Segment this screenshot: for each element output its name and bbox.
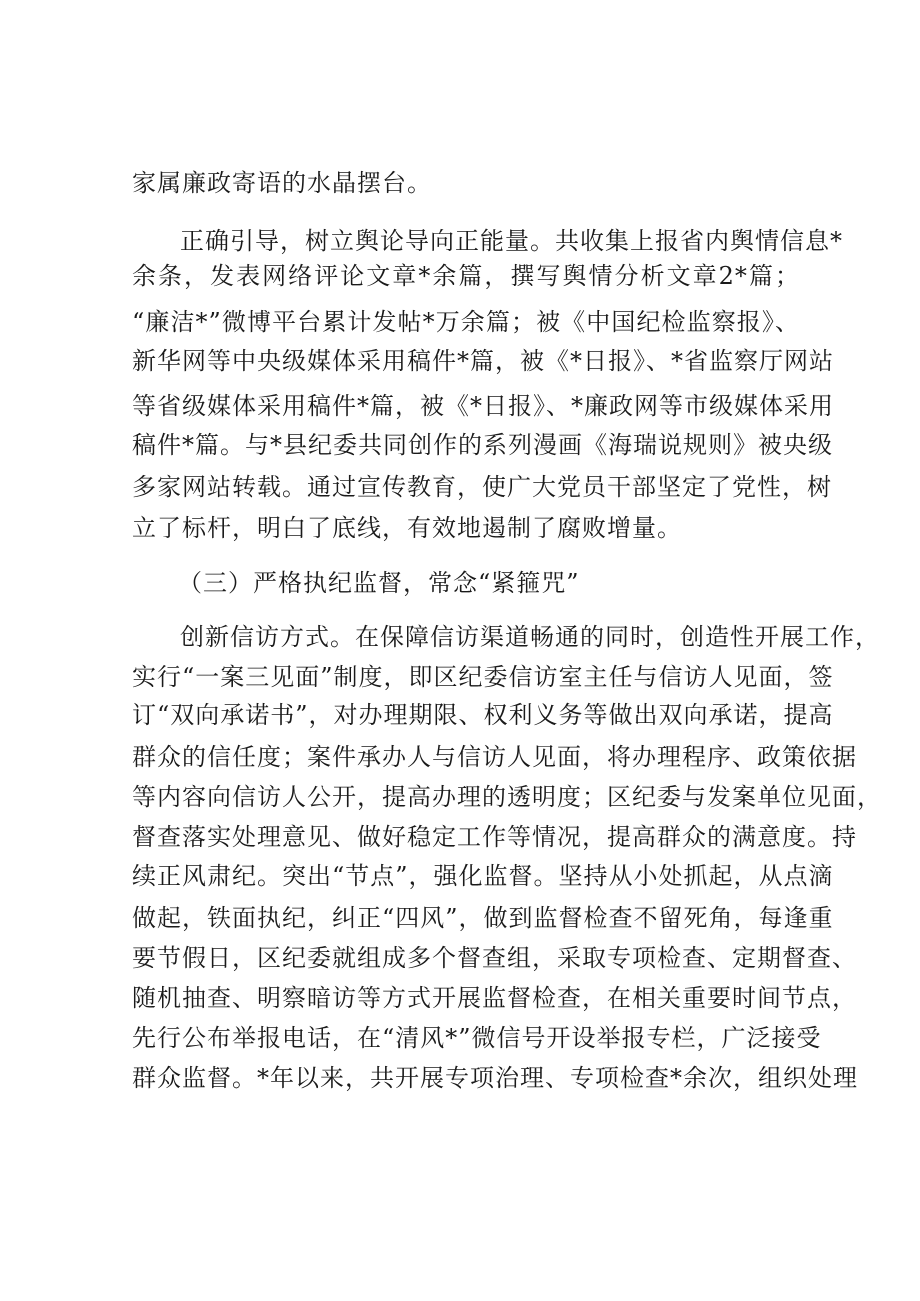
paragraph-line: 等省级媒体采用稿件*篇，被《*日报》、*廉政网等市级媒体采用	[132, 392, 834, 420]
paragraph-line: 新华网等中央级媒体采用稿件*篇，被《*日报》、*省监察厅网站	[132, 347, 834, 375]
paragraph-line: 立了标杆，明白了底线，有效地遏制了腐败增量。	[132, 514, 682, 542]
paragraph-line: 群众的信任度；案件承办人与信访人见面，将办理程序、政策依据	[132, 743, 857, 771]
paragraph-line: 多家网站转载。通过宣传教育，使广大党员干部坚定了党性，树	[132, 473, 832, 501]
paragraph-line: 创新信访方式。在保障信访渠道畅通的同时，创造性开展工作，	[180, 623, 880, 651]
paragraph-line: 做起，铁面执纪，纠正“四风”，做到监督检查不留死角，每逢重	[132, 904, 834, 932]
paragraph-line: 督查落实处理意见、做好稳定工作等情况，提高群众的满意度。持	[132, 823, 857, 851]
paragraph-line: 家属廉政寄语的水晶摆台。	[132, 169, 432, 197]
paragraph-line: 随机抽查、明察暗访等方式开展监督检查，在相关重要时间节点，	[132, 984, 857, 1012]
paragraph-line: 余条，发表网络评论文章*余篇，撰写舆情分析文章2*篇；	[132, 262, 800, 290]
paragraph-line: 先行公布举报电话，在“清风*”微信号开设举报专栏，广泛接受	[132, 1024, 822, 1052]
paragraph-line: 实行“一案三见面”制度，即区纪委信访室主任与信访人见面，签	[132, 663, 834, 691]
paragraph-line: 要节假日，区纪委就组成多个督查组，采取专项检查、定期督查、	[132, 944, 857, 972]
section-heading: （三）严格执纪监督，常念“紧箍咒”	[178, 569, 580, 597]
paragraph-line: “廉洁*”微博平台累计发帖*万余篇；被《中国纪检监察报》、	[132, 308, 800, 336]
paragraph-line: 续正风肃纪。突出“节点”，强化监督。坚持从小处抓起，从点滴	[132, 862, 834, 890]
paragraph-line: 等内容向信访人公开，提高办理的透明度；区纪委与发案单位见面，	[132, 783, 882, 811]
paragraph-line: 稿件*篇。与*县纪委共同创作的系列漫画《海瑞说规则》被央级	[132, 431, 833, 459]
paragraph-line: 群众监督。*年以来，共开展专项治理、专项检查*余次，组织处理	[132, 1064, 858, 1092]
paragraph-line: 订“双向承诺书”，对办理期限、权利义务等做出双向承诺，提高	[132, 701, 834, 729]
paragraph-line: 正确引导，树立舆论导向正能量。共收集上报省内舆情信息*	[180, 227, 843, 255]
